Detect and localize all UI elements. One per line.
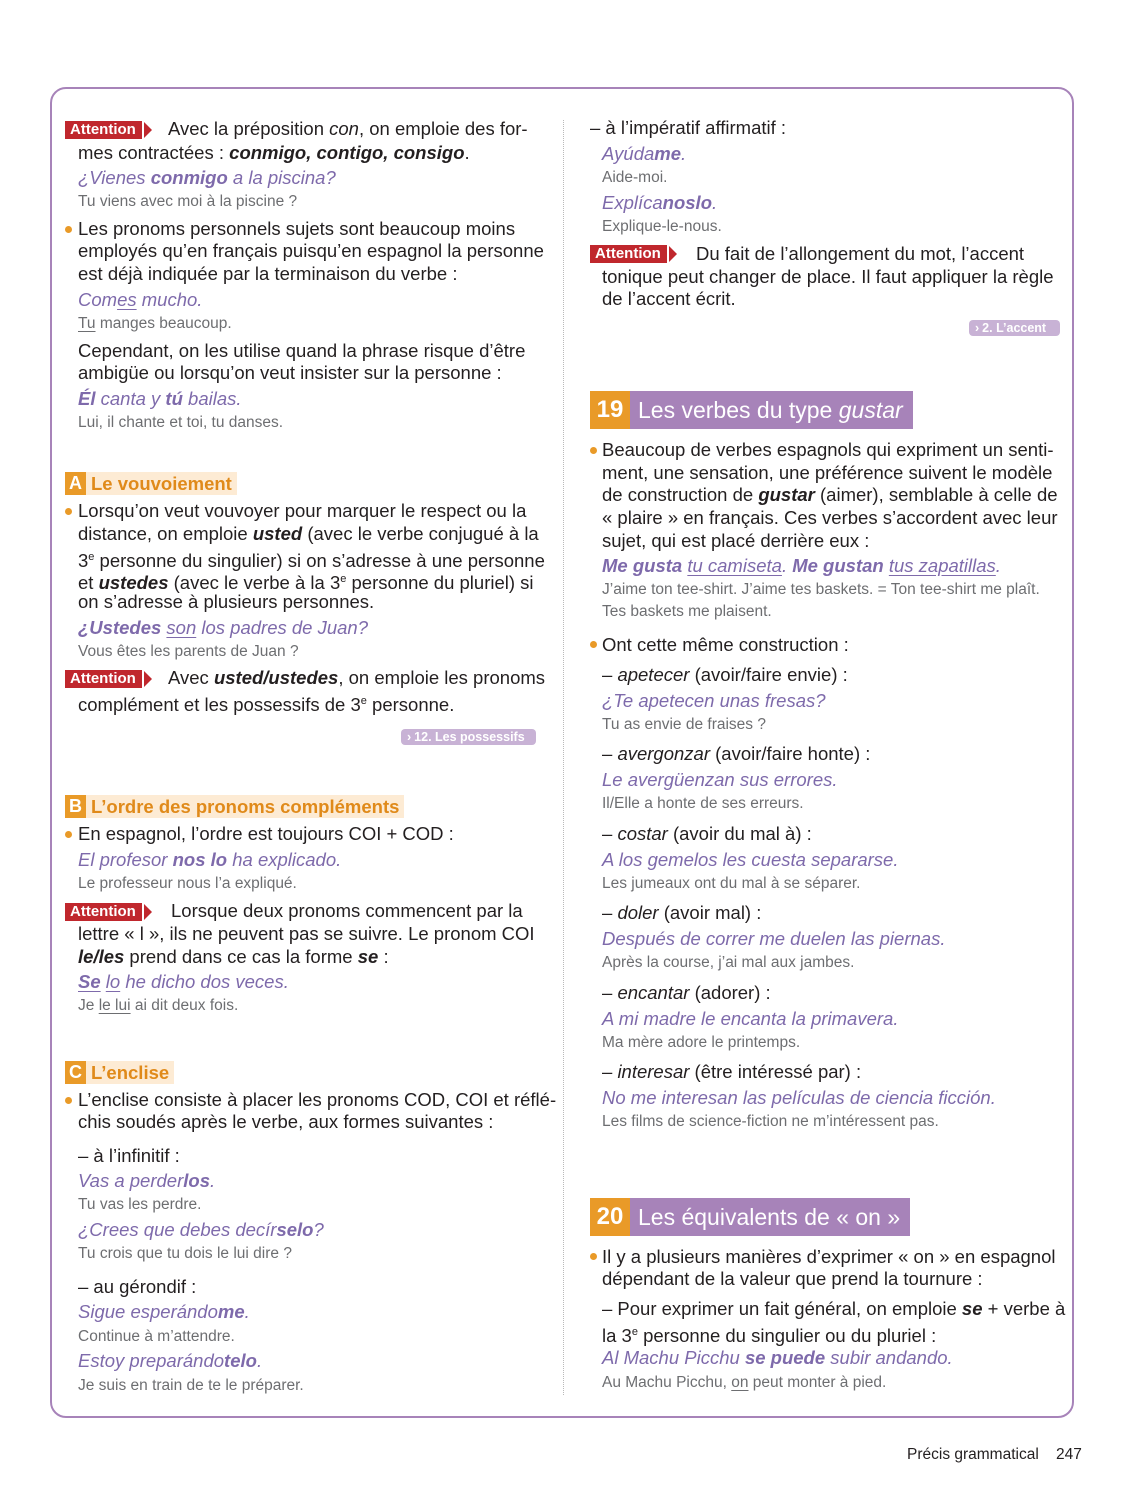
bullet — [65, 508, 72, 515]
example-sentence: No me interesan las películas de ciencia ficción. — [602, 1087, 996, 1108]
cross-reference-link[interactable]: › 2. L’accent — [969, 320, 1060, 336]
attention-text: Avec la préposition con, on emploie des for- — [168, 118, 528, 139]
subheading: – à l’infinitif : — [78, 1145, 180, 1166]
section-heading-19 — [590, 391, 913, 429]
example-sentence: Comes mucho. — [78, 289, 203, 310]
paragraph-line: 3e personne du singulier) si on s’adresse à une personne — [78, 550, 545, 572]
subheading: – à l’impératif affirmatif : — [590, 117, 787, 138]
paragraph-line: employés qu’en français puisqu’en espagnol la personne — [78, 240, 544, 261]
bullet — [65, 831, 72, 838]
paragraph-line: distance, on emploie usted (avec le verbe conjugué à la — [78, 523, 539, 544]
translation: Tu manges beaucoup. — [78, 315, 232, 332]
example-sentence: Le avergüenzan sus errores. — [602, 769, 838, 790]
section-heading-a — [65, 472, 237, 495]
attention-text-line2: mes contractées : conmigo, contigo, consigo. — [78, 142, 470, 163]
example-sentence: ¿Vienes conmigo a la piscina? — [78, 167, 336, 188]
attention-label: Attention — [65, 670, 142, 688]
translation: Je le lui ai dit deux fois. — [78, 997, 239, 1014]
translation: Tes baskets me plaisent. — [602, 603, 772, 620]
paragraph-line: chis soudés après le verbe, aux formes suivantes : — [78, 1111, 494, 1132]
verb-entry: – avergonzar (avoir/faire honte) : — [602, 743, 871, 764]
translation: Tu vas les perdre. — [78, 1196, 202, 1213]
translation: Le professeur nous l’a expliqué. — [78, 875, 297, 892]
attention-text-line3: le/les prend dans ce cas la forme se : — [78, 946, 389, 967]
attention-text-line3: de l’accent écrit. — [602, 288, 736, 309]
paragraph-line: Ont cette même construction : — [602, 634, 849, 655]
example-sentence: ¿Crees que debes decírselo? — [78, 1219, 324, 1240]
example-sentence: ¿Te apetecen unas fresas? — [602, 690, 826, 711]
paragraph-line: la 3e personne du singulier ou du pluriel : — [602, 1325, 937, 1347]
example-sentence: A mi madre le encanta la primavera. — [602, 1008, 899, 1029]
paragraph-line: ambigüe ou lorsqu’on veut insister sur la personne : — [78, 362, 502, 383]
paragraph-line: on s’adresse à plusieurs personnes. — [78, 591, 375, 612]
cross-reference-link[interactable]: › 12. Les possessifs — [401, 729, 536, 745]
attention-label: Attention — [65, 903, 142, 921]
paragraph-line: dépendant de la valeur que prend la tournure : — [602, 1268, 983, 1289]
subheading: – au gérondif : — [78, 1276, 197, 1297]
example-sentence: Sigue esperándome. — [78, 1301, 250, 1322]
translation: Explique-le-nous. — [602, 218, 722, 235]
paragraph-line: sujet, qui est placé derrière eux : — [602, 530, 870, 551]
verb-entry: – interesar (être intéressé par) : — [602, 1061, 862, 1082]
translation: Au Machu Picchu, on peut monter à pied. — [602, 1374, 887, 1391]
translation: Après la course, j’ai mal aux jambes. — [602, 954, 855, 971]
section-number: 20 — [590, 1198, 630, 1236]
verb-entry: – encantar (adorer) : — [602, 982, 771, 1003]
section-title: L’enclise — [91, 1061, 170, 1083]
section-number: 19 — [590, 391, 630, 429]
paragraph-line: L’enclise consiste à placer les pronoms COD, COI et réflé- — [78, 1089, 557, 1110]
paragraph-line: « plaire » en français. Ces verbes s’accordent avec leur — [602, 507, 1058, 528]
attention-text: Lorsque deux pronoms commencent par la — [171, 900, 523, 921]
translation: Tu viens avec moi à la piscine ? — [78, 193, 298, 210]
bullet — [590, 447, 597, 454]
paragraph-line: En espagnol, l’ordre est toujours COI + COD : — [78, 823, 454, 844]
translation: Aide-moi. — [602, 169, 668, 186]
section-title: Les verbes du type gustar — [638, 396, 903, 423]
section-title: L’ordre des pronoms compléments — [91, 795, 400, 817]
example-sentence: Explícanoslo. — [602, 192, 718, 213]
translation: Lui, il chante et toi, tu danses. — [78, 414, 284, 431]
translation: Ma mère adore le printemps. — [602, 1034, 801, 1051]
paragraph-line: Lorsqu’on veut vouvoyer pour marquer le respect ou la — [78, 500, 527, 521]
section-heading-c — [65, 1061, 174, 1084]
example-sentence: ¿Ustedes son los padres de Juan? — [78, 617, 369, 638]
attention-text: Du fait de l’allongement du mot, l’accent — [696, 243, 1025, 264]
page-number: 247 — [1056, 1446, 1082, 1463]
example-sentence: Ayúdame. — [602, 143, 687, 164]
paragraph-line: et ustedes (avec le verbe à la 3e personne du pluriel) si — [78, 572, 534, 594]
paragraph-line: ment, une sensation, une préférence suivent le modèle — [602, 462, 1053, 483]
section-letter: B — [65, 795, 86, 818]
section-letter: C — [65, 1061, 86, 1084]
translation: Tu as envie de fraises ? — [602, 716, 766, 733]
section-letter: A — [65, 472, 86, 495]
attention-text-line2: tonique peut changer de place. Il faut appliquer la règle — [602, 266, 1054, 287]
example-sentence: A los gemelos les cuesta separarse. — [602, 849, 899, 870]
translation: Continue à m’attendre. — [78, 1328, 235, 1345]
bullet — [590, 1253, 597, 1260]
example-sentence: Al Machu Picchu se puede subir andando. — [602, 1347, 953, 1368]
translation: Les films de science-fiction ne m’intéressent pas. — [602, 1113, 939, 1130]
column-divider — [563, 120, 564, 1395]
paragraph-line: Beaucoup de verbes espagnols qui expriment un senti- — [602, 439, 1054, 460]
example-sentence: Él canta y tú bailas. — [78, 388, 242, 409]
section-heading-20 — [590, 1198, 910, 1236]
section-title: Le vouvoiement — [91, 472, 232, 494]
verb-entry: – costar (avoir du mal à) : — [602, 823, 812, 844]
section-title: Les équivalents de « on » — [638, 1203, 901, 1230]
translation: Les jumeaux ont du mal à se séparer. — [602, 875, 861, 892]
paragraph-line: est déjà indiquée par la terminaison du verbe : — [78, 263, 458, 284]
attention-label: Attention — [65, 121, 142, 139]
translation: Je suis en train de te le préparer. — [78, 1377, 304, 1394]
bullet — [65, 1097, 72, 1104]
attention-text-line2: lettre « l », ils ne peuvent pas se suivre. Le pronom COI — [78, 923, 535, 944]
paragraph-line: Il y a plusieurs manières d’exprimer « on » en espagnol — [602, 1246, 1056, 1267]
paragraph-line: Les pronoms personnels sujets sont beaucoup moins — [78, 218, 516, 239]
paragraph-line: de construction de gustar (aimer), semblable à celle de — [602, 484, 1058, 505]
paragraph-line: Cependant, on les utilise quand la phrase risque d’être — [78, 340, 526, 361]
verb-entry: – apetecer (avoir/faire envie) : — [602, 664, 848, 685]
translation: Tu crois que tu dois le lui dire ? — [78, 1245, 292, 1262]
example-sentence: Se lo he dicho dos veces. — [78, 971, 289, 992]
footer-label: Précis grammatical — [907, 1446, 1039, 1463]
paragraph-line: – Pour exprimer un fait général, on emploie se + verbe à — [602, 1298, 1066, 1319]
translation: Il/Elle a honte de ses erreurs. — [602, 795, 804, 812]
translation: J’aime ton tee-shirt. J’aime tes baskets. = Ton tee-shirt me plaît. — [602, 581, 1040, 598]
bullet — [590, 641, 597, 648]
bullet — [65, 226, 72, 233]
example-sentence: Vas a perderlos. — [78, 1170, 216, 1191]
attention-text-line2: complément et les possessifs de 3e personne. — [78, 694, 455, 716]
section-heading-b — [65, 795, 404, 818]
example-sentence: Estoy preparándotelo. — [78, 1350, 263, 1371]
attention-text: Avec usted/ustedes, on emploie les pronoms — [168, 667, 546, 688]
verb-entry: – doler (avoir mal) : — [602, 902, 762, 923]
example-sentence: El profesor nos lo ha explicado. — [78, 849, 342, 870]
example-sentence: Después de correr me duelen las piernas. — [602, 928, 946, 949]
attention-label: Attention — [590, 245, 667, 263]
example-sentence: Me gusta tu camiseta. Me gustan tus zapatillas. — [602, 555, 1001, 576]
translation: Vous êtes les parents de Juan ? — [78, 643, 299, 660]
